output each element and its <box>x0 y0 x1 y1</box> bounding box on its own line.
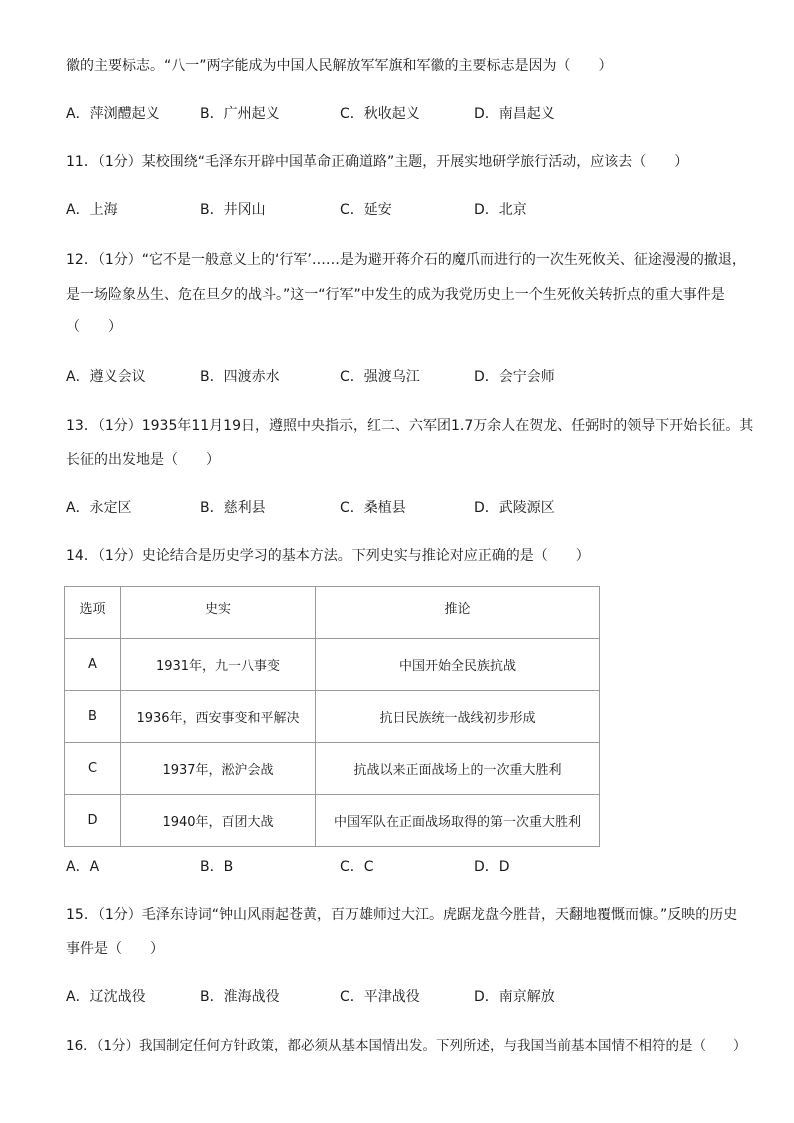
q14-option-c[interactable]: C．C <box>340 859 374 875</box>
q12-stem-line-2: 是一场险象丛生、危在旦夕的战斗。”这一“行军”中发生的成为我党历史上一个生死攸关转折点的重大事件是 <box>66 287 725 303</box>
q11-options <box>66 200 626 220</box>
q11-stem: 11．（1分）某校围绕“毛泽东开辟中国革命正确道路”主题，开展实地研学旅行活动，应该去（ ） <box>66 154 689 170</box>
table-cell-fact: 1940年，百团大战 <box>121 795 316 847</box>
table-cell-fact: 1937年，淞沪会战 <box>121 743 316 795</box>
q15-option-c[interactable]: C．平津战役 <box>340 989 420 1005</box>
q10-option-a[interactable]: A．萍浏醴起义 <box>66 106 160 122</box>
table-cell-inference: 中国军队在正面战场取得的第一次重大胜利 <box>316 795 600 847</box>
q13-options <box>66 498 626 518</box>
table-header-fact: 史实 <box>121 587 316 639</box>
q10-stem-line: 徽的主要标志。“八一”两字能成为中国人民解放军军旗和军徽的主要标志是因为（ ） <box>66 58 613 74</box>
table-cell-inference: 抗日民族统一战线初步形成 <box>316 691 600 743</box>
table-cell-option: C <box>65 743 121 795</box>
table-row <box>65 795 600 847</box>
q14-options <box>66 857 626 877</box>
q16-stem: 16．（1分）我国制定任何方针政策，都必须从基本国情出发。下列所述，与我国当前基本国情不相符的是（ ） <box>66 1038 747 1054</box>
table-header-option: 选项 <box>65 587 121 639</box>
q14-option-a[interactable]: A．A <box>66 859 100 875</box>
q10-options <box>66 104 626 124</box>
q12-stem-line-3: （ ） <box>66 319 122 335</box>
table-header-inference: 推论 <box>316 587 600 639</box>
q10-option-d[interactable]: D．南昌起义 <box>474 106 555 122</box>
q15-stem-line-2: 事件是（ ） <box>66 941 164 957</box>
q12-option-b[interactable]: B．四渡赤水 <box>200 369 280 385</box>
q15-option-b[interactable]: B．淮海战役 <box>200 989 280 1005</box>
table-row <box>65 639 600 691</box>
q10-option-b[interactable]: B．广州起义 <box>200 106 280 122</box>
q12-option-a[interactable]: A．遵义会议 <box>66 369 146 385</box>
q12-stem-line-1: 12．（1分）“它不是一般意义上的‘行军’……是为避开蒋介石的魔爪而进行的一次生死攸关、征途漫漫的撤退， <box>66 252 746 268</box>
q13-option-c[interactable]: C．桑植县 <box>340 500 406 516</box>
q15-options <box>66 987 626 1007</box>
table-cell-fact: 1931年，九一八事变 <box>121 639 316 691</box>
q11-option-b[interactable]: B．井冈山 <box>200 202 266 218</box>
q15-option-a[interactable]: A．辽沈战役 <box>66 989 146 1005</box>
table-row <box>65 691 600 743</box>
table-cell-inference: 中国开始全民族抗战 <box>316 639 600 691</box>
q15-stem-line-1: 15．（1分）毛泽东诗词“钟山风雨起苍黄，百万雄师过大江。虎踞龙盘今胜昔，天翻地覆慨而慷。”反映的历史 <box>66 907 738 923</box>
q15-option-d[interactable]: D．南京解放 <box>474 989 555 1005</box>
q11-option-d[interactable]: D．北京 <box>474 202 527 218</box>
table-cell-option: A <box>65 639 121 691</box>
q13-option-a[interactable]: A．永定区 <box>66 500 132 516</box>
q12-option-c[interactable]: C．强渡乌江 <box>340 369 420 385</box>
q13-stem-line-2: 长征的出发地是（ ） <box>66 452 220 468</box>
table-cell-option: D <box>65 795 121 847</box>
q14-option-b[interactable]: B．B <box>200 859 234 875</box>
q13-option-b[interactable]: B．慈利县 <box>200 500 266 516</box>
q11-option-a[interactable]: A．上海 <box>66 202 118 218</box>
q13-stem-line-1: 13．（1分）1935年11月19日，遵照中央指示，红二、六军团1.7万余人在贺龙、任弼时的领导下开始长征。其 <box>66 418 754 434</box>
q14-facts-table <box>64 586 600 847</box>
q12-options <box>66 367 626 387</box>
table-header-row <box>65 587 600 639</box>
q14-option-d[interactable]: D．D <box>474 859 510 875</box>
q12-option-d[interactable]: D．会宁会师 <box>474 369 555 385</box>
table-cell-option: B <box>65 691 121 743</box>
q14-stem: 14．（1分）史论结合是历史学习的基本方法。下列史实与推论对应正确的是（ ） <box>66 548 590 564</box>
q11-option-c[interactable]: C．延安 <box>340 202 392 218</box>
q10-option-c[interactable]: C．秋收起义 <box>340 106 420 122</box>
table-cell-fact: 1936年，西安事变和平解决 <box>121 691 316 743</box>
table-row <box>65 743 600 795</box>
table-cell-inference: 抗战以来正面战场上的一次重大胜利 <box>316 743 600 795</box>
q13-option-d[interactable]: D．武陵源区 <box>474 500 555 516</box>
